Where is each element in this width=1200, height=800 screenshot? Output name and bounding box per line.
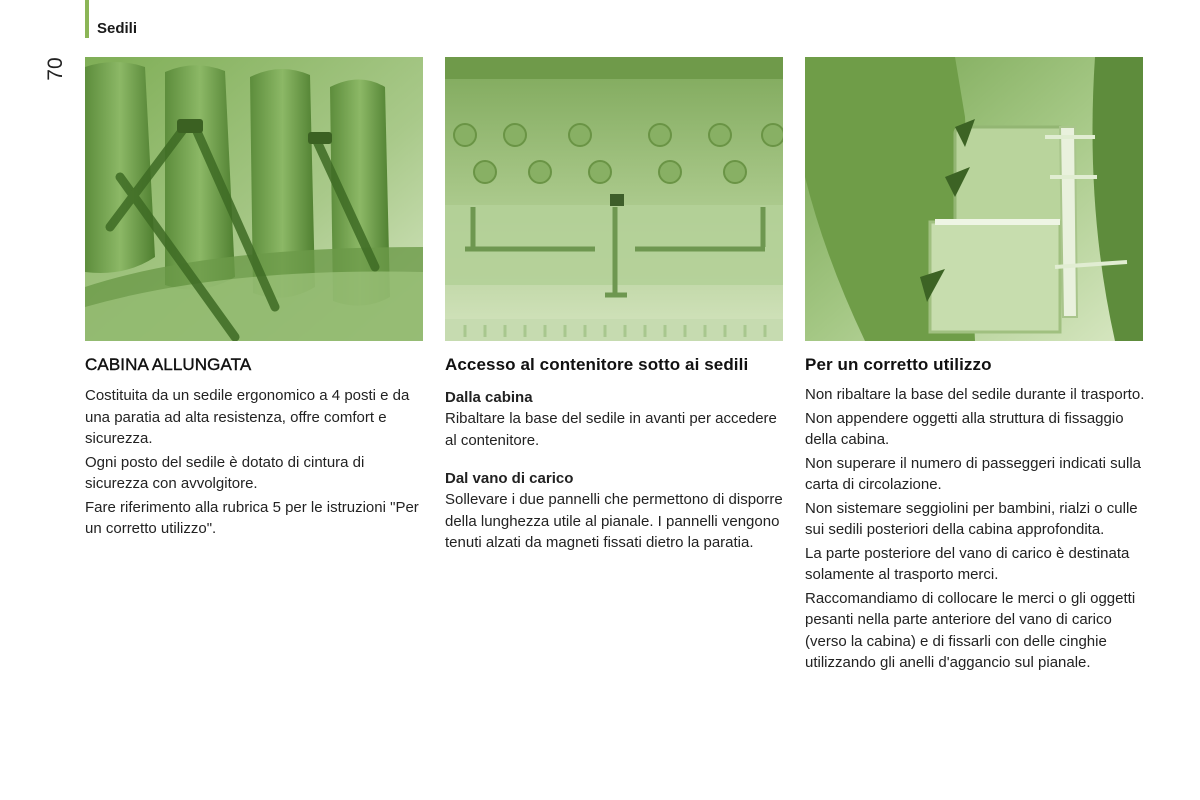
- partition-illustration: [805, 57, 1145, 341]
- column-accesso-contenitore: [445, 57, 783, 554]
- subheading-dal-vano-di-carico: Dal vano di carico: [445, 470, 574, 487]
- paragraph: Ribaltare la base del sedile in avanti per accedere al contenitore.: [445, 410, 777, 449]
- paragraph: Costituita da un sedile ergonomico a 4 posti e da una paratia ad alta resistenza, offre comfort e sicurezza.: [85, 387, 410, 447]
- paragraph: Non appendere oggetti alla struttura di fissaggio della cabina.: [805, 409, 1124, 448]
- section-title: Sedili: [97, 20, 138, 37]
- paragraph: La parte posteriore del vano di carico è destinata solamente al trasporto merci.: [805, 544, 1130, 583]
- paragraph: Raccomandiamo di collocare le merci o gli oggetti pesanti nella parte anteriore del vano di carico (verso la cabina) e di fissarli con delle cinghie utilizzando gli anelli d'aggancio sul pianale.: [805, 589, 1136, 671]
- paragraph: Non ribaltare la base del sedile durante il trasporto.: [805, 386, 1145, 403]
- column-corretto-utilizzo: [805, 57, 1145, 676]
- page-number: 70: [44, 57, 67, 81]
- header-accent-bar: [85, 0, 89, 38]
- paragraph: Ogni posto del sedile è dotato di cintura di sicurezza con avvolgitore.: [85, 453, 365, 492]
- column-title: CABINA ALLUNGATA: [85, 355, 252, 374]
- column-cabina-allungata: [85, 57, 423, 542]
- under-seat-container-illustration: [445, 57, 783, 341]
- column-title: Per un corretto utilizzo: [805, 355, 992, 374]
- paragraph: Fare riferimento alla rubrica 5 per le istruzioni "Per un corretto utilizzo".: [85, 498, 419, 537]
- subheading-dalla-cabina: Dalla cabina: [445, 389, 533, 406]
- paragraph: Sollevare i due pannelli che permettono di disporre della lunghezza utile al pianale. I pannelli vengono tenuti alzati da magneti fissati dietro la paratia.: [445, 491, 783, 551]
- paragraph: Non sistemare seggiolini per bambini, rialzi o culle sui sedili posteriori della cabina approfondita.: [805, 499, 1138, 538]
- paragraph: Non superare il numero di passeggeri indicati sulla carta di circolazione.: [805, 454, 1142, 493]
- column-title: Accesso al contenitore sotto ai sedili: [445, 355, 749, 374]
- seat-belts-illustration: [85, 57, 423, 341]
